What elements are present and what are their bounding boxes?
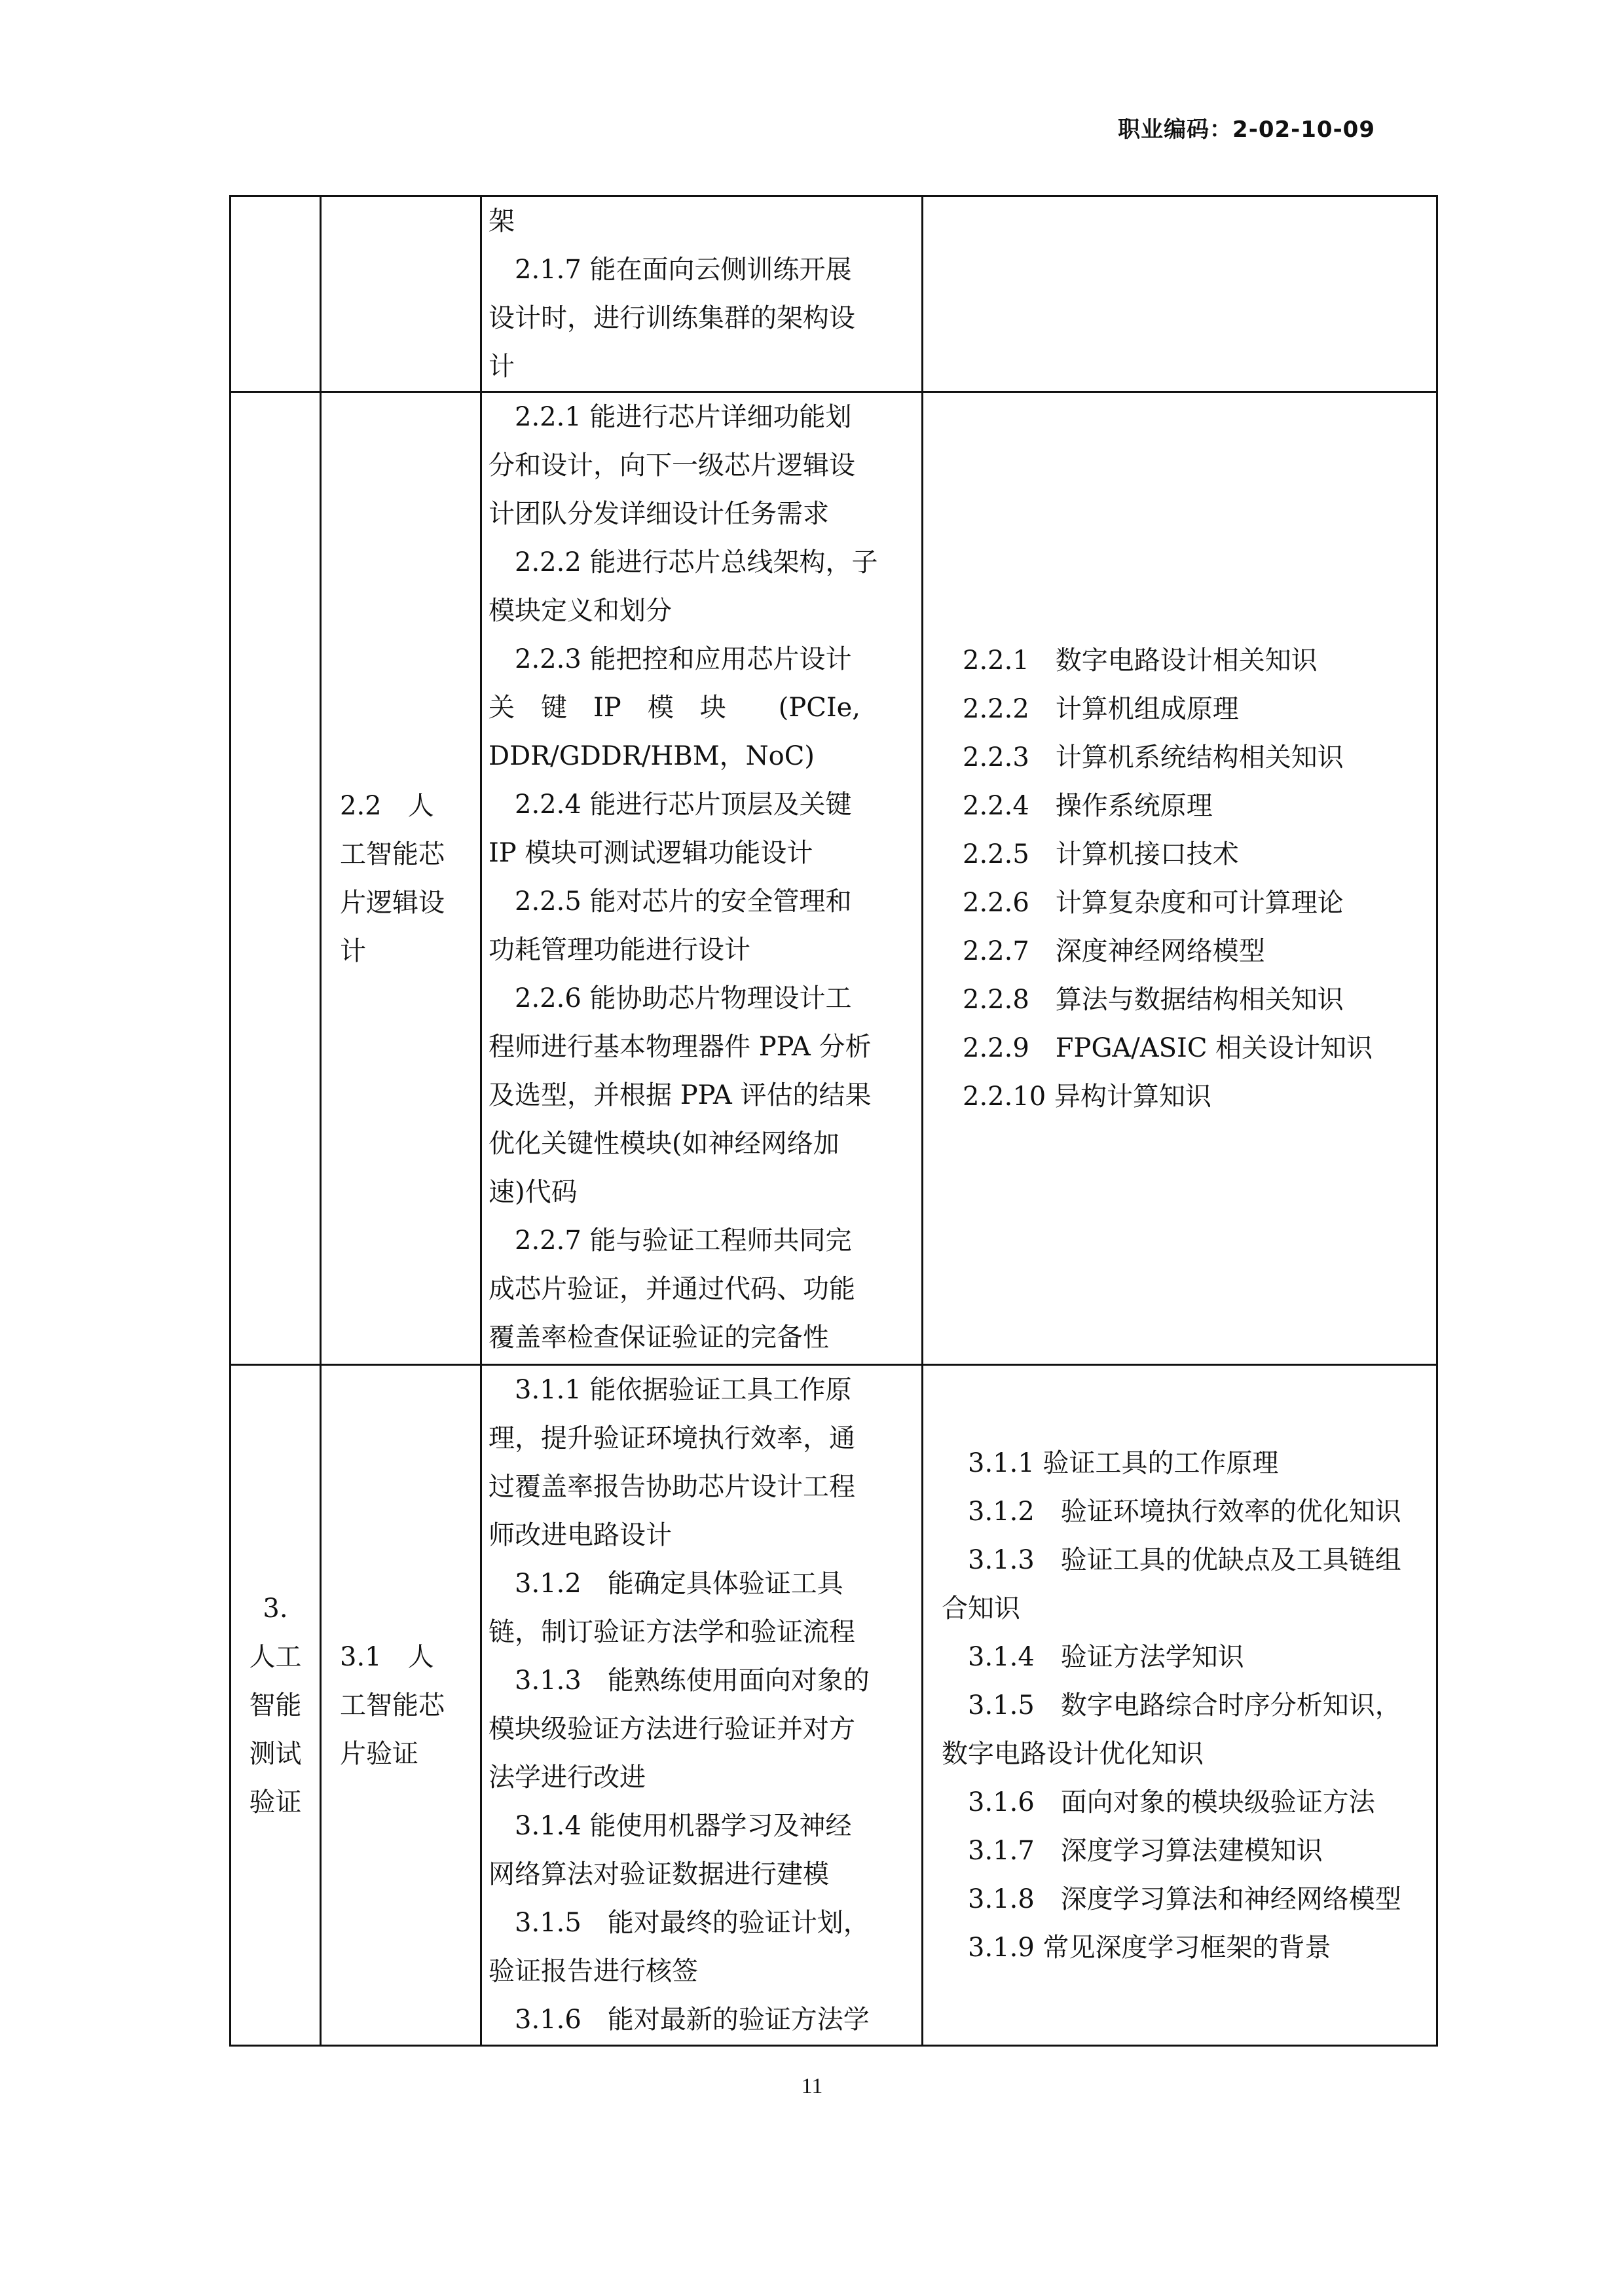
knowledge-line: 2.2.5 计算机接口技术	[963, 839, 1239, 869]
knowledge-line: 2.2.7 深度神经网络模型	[963, 936, 1265, 966]
skill-line: IP 模块可测试逻辑功能设计	[489, 838, 813, 868]
knowledge-line: 3.1.8 深度学习算法和神经网络模型	[968, 1884, 1401, 1914]
skill-line: 程师进行基本物理器件 PPA 分析	[489, 1032, 872, 1062]
work-content-line: 片验证	[340, 1738, 418, 1769]
skill-line: 覆盖率检查保证验证的完备性	[489, 1322, 829, 1353]
knowledge-line: 2.2.2 计算机组成原理	[963, 693, 1239, 724]
knowledge-line: 2.2.9 FPGA/ASIC 相关设计知识	[963, 1032, 1373, 1063]
cell-content	[482, 197, 921, 391]
knowledge-line: 2.2.3 计算机系统结构相关知识	[963, 742, 1344, 773]
function-line: 3.	[263, 1593, 288, 1624]
skill-line: 设计时，进行训练集群的架构设	[489, 303, 855, 333]
skill-line: 成芯片验证，并通过代码、功能	[489, 1274, 855, 1304]
knowledge-line: 3.1.4 验证方法学知识	[968, 1641, 1244, 1672]
skill-line: 过覆盖率报告协助芯片设计工程	[489, 1472, 855, 1502]
related-knowledge-cell	[923, 196, 1437, 392]
skill-requirements-table	[229, 195, 1438, 2047]
knowledge-line: 2.2.10 异构计算知识	[963, 1081, 1211, 1112]
skill-requirements-cell	[481, 1365, 923, 2046]
cell-content	[231, 1584, 320, 1827]
cell-content	[322, 1633, 480, 1778]
skill-line: 计	[489, 352, 515, 382]
table-row	[231, 392, 1437, 1365]
skill-line: 功耗管理功能进行设计	[489, 935, 750, 965]
skill-line: 2.2.2 能进行芯片总线架构，子	[515, 547, 878, 577]
skill-line: 2.1.7 能在面向云侧训练开展	[515, 255, 852, 285]
skill-line: 网络算法对验证数据进行建模	[489, 1859, 829, 1889]
skill-line: 2.2.1 能进行芯片详细功能划	[515, 402, 852, 432]
knowledge-line: 3.1.9 常见深度学习框架的背景	[968, 1932, 1331, 1963]
knowledge-line: 2.2.1 数字电路设计相关知识	[963, 645, 1318, 676]
skill-line: 验证报告进行核签	[489, 1956, 698, 1986]
work-content-cell	[321, 196, 481, 392]
skill-line: 优化关键性模块(如神经网络加	[489, 1129, 840, 1159]
occupational-function-cell	[231, 196, 321, 392]
knowledge-line: 3.1.1 验证工具的工作原理	[968, 1448, 1279, 1478]
skill-line: 3.1.5 能对最终的验证计划，	[515, 1908, 870, 1938]
table-row	[231, 196, 1437, 392]
skill-line: 及选型，并根据 PPA 评估的结果	[489, 1080, 872, 1110]
work-content-line: 工智能芯	[340, 839, 445, 869]
skill-line: 2.2.6 能协助芯片物理设计工	[515, 983, 852, 1013]
knowledge-line: 2.2.6 计算复杂度和可计算理论	[963, 887, 1344, 918]
function-line: 智能	[249, 1690, 302, 1721]
function-line: 验证	[249, 1787, 302, 1817]
knowledge-line: 3.1.2 验证环境执行效率的优化知识	[968, 1496, 1401, 1527]
skill-line: 3.1.3 能熟练使用面向对象的	[515, 1666, 870, 1696]
skill-line: 法学进行改进	[489, 1762, 646, 1793]
skill-line: 3.1.2 能确定具体验证工具	[515, 1569, 843, 1599]
table-row	[231, 1365, 1437, 2046]
occupational-function-cell	[231, 1365, 321, 2046]
skill-line: 2.2.7 能与验证工程师共同完	[515, 1226, 852, 1256]
cell-content	[923, 636, 1436, 1121]
work-content-line: 3.1 人	[340, 1641, 434, 1672]
cell-content	[322, 782, 480, 975]
skill-requirements-cell	[481, 196, 923, 392]
skill-line: 分和设计，向下一级芯片逻辑设	[489, 450, 855, 481]
function-line: 人工	[249, 1641, 302, 1672]
skill-line: 模块定义和划分	[489, 596, 672, 626]
related-knowledge-cell	[923, 392, 1437, 1365]
work-content-line: 计	[340, 936, 366, 966]
occupational-function-cell	[231, 392, 321, 1365]
knowledge-line: 3.1.6 面向对象的模块级验证方法	[968, 1787, 1375, 1817]
skill-line: 3.1.1 能依据验证工具工作原	[515, 1375, 852, 1405]
skill-line: 2.2.5 能对芯片的安全管理和	[515, 886, 852, 917]
work-content-line: 2.2 人	[340, 790, 434, 821]
page-number: 11	[801, 2074, 823, 2098]
function-line: 测试	[249, 1738, 302, 1769]
work-content-line: 工智能芯	[340, 1690, 445, 1721]
skill-line: 理，提升验证环境执行效率，通	[489, 1423, 855, 1453]
work-content-line: 片逻辑设	[340, 887, 445, 918]
work-content-cell	[321, 392, 481, 1365]
knowledge-line: 合知识	[942, 1593, 1020, 1624]
skill-line: 计团队分发详细设计任务需求	[489, 499, 829, 529]
skill-line: 关 键 IP 模 块 (PCIe,	[489, 693, 861, 723]
skill-line: DDR/GDDR/HBM，NoC)	[489, 741, 815, 771]
skill-line: 链，制订验证方法学和验证流程	[489, 1617, 855, 1647]
skill-line: 模块级验证方法进行验证并对方	[489, 1714, 855, 1744]
skill-line: 师改进电路设计	[489, 1520, 672, 1550]
skill-line: 2.2.3 能把控和应用芯片设计	[515, 644, 852, 674]
knowledge-line: 3.1.7 深度学习算法建模知识	[968, 1835, 1323, 1866]
knowledge-line: 3.1.5 数字电路综合时序分析知识，	[968, 1690, 1401, 1721]
knowledge-line: 2.2.8 算法与数据结构相关知识	[963, 984, 1344, 1015]
skill-line: 速)代码	[489, 1177, 578, 1207]
work-content-cell	[321, 1365, 481, 2046]
knowledge-line: 3.1.3 验证工具的优缺点及工具链组	[968, 1544, 1401, 1575]
related-knowledge-cell	[923, 1365, 1437, 2046]
skill-line: 架	[489, 206, 515, 236]
cell-content	[482, 393, 921, 1362]
skill-line: 3.1.6 能对最新的验证方法学	[515, 2005, 870, 2035]
knowledge-line: 数字电路设计优化知识	[942, 1738, 1204, 1769]
knowledge-line: 2.2.4 操作系统原理	[963, 790, 1213, 821]
cell-content	[482, 1366, 921, 2044]
skill-requirements-cell	[481, 392, 923, 1365]
skill-line: 2.2.4 能进行芯片顶层及关键	[515, 790, 852, 820]
skill-line: 3.1.4 能使用机器学习及神经	[515, 1811, 852, 1841]
occupation-code: 职业编码：2-02-10-09	[1118, 117, 1375, 143]
cell-content	[923, 1439, 1436, 1972]
